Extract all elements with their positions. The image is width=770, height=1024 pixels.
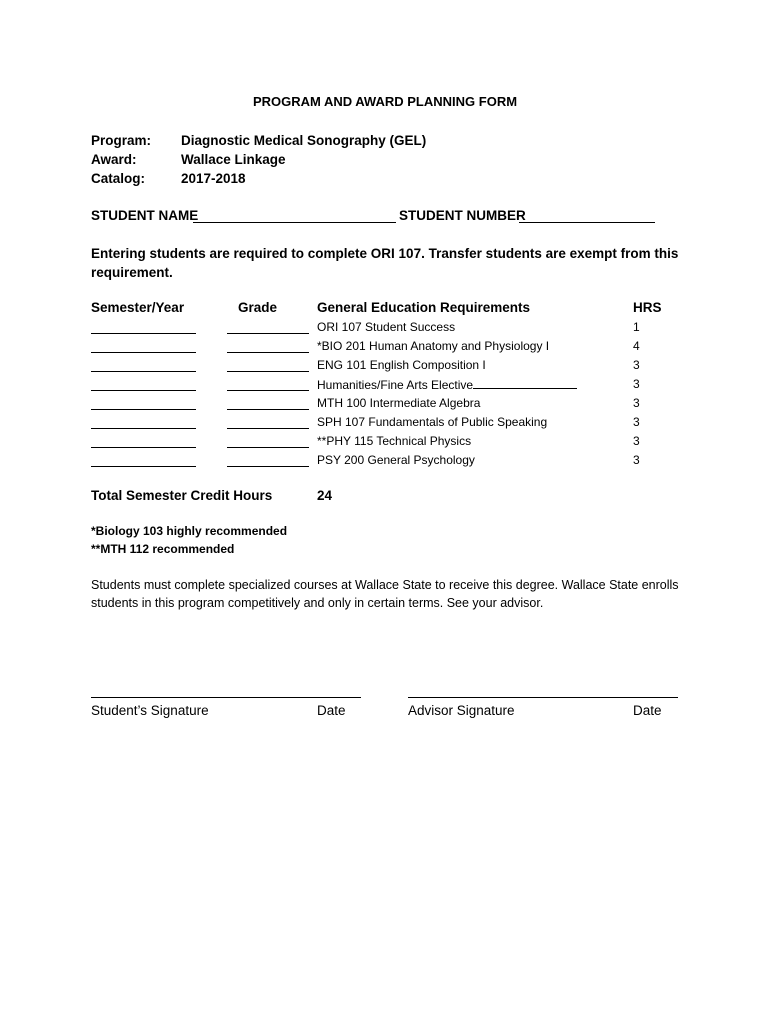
catalog-label: Catalog:	[91, 171, 145, 186]
credit-hours: 3	[633, 434, 640, 448]
award-value: Wallace Linkage	[181, 152, 286, 167]
student-name-label: STUDENT NAME	[91, 208, 199, 223]
student-name-field[interactable]	[193, 222, 396, 223]
grade-field[interactable]	[227, 428, 309, 429]
course-label: PSY 200 General Psychology	[317, 453, 475, 467]
student-date-label: Date	[317, 703, 346, 718]
grade-header: Grade	[238, 300, 278, 315]
biology-note: *Biology 103 highly recommended	[91, 524, 288, 538]
requirement-notice: Entering students are required to complete ORI 107. Transfer students are exempt from this requirement.	[91, 246, 679, 280]
course-name	[317, 339, 549, 353]
semester-year-field[interactable]	[91, 352, 196, 353]
advisor-date-label: Date	[633, 703, 662, 718]
program-value: Diagnostic Medical Sonography (GEL)	[181, 133, 427, 148]
course-name	[317, 434, 471, 448]
advisor-paragraph: Students must complete specialized courses at Wallace State to receive this degree. Wallace State enrolls students in this program competitively and only in certain terms. See your advisor.	[91, 578, 679, 610]
student-signature-label: Student’s Signature	[91, 703, 209, 718]
semester-year-field[interactable]	[91, 447, 196, 448]
course-label: *BIO 201 Human Anatomy and Physiology I	[317, 339, 550, 353]
semester-year-field[interactable]	[91, 428, 196, 429]
total-credit-value: 24	[317, 488, 333, 503]
requirements-header: General Education Requirements	[317, 300, 531, 315]
course-name	[317, 453, 475, 467]
mth-note: **MTH 112 recommended	[91, 542, 235, 556]
course-name	[317, 396, 480, 410]
semester-year-field[interactable]	[91, 466, 196, 467]
course-label: SPH 107 Fundamentals of Public Speaking	[317, 415, 548, 429]
semester-year-field[interactable]	[91, 390, 196, 391]
grade-field[interactable]	[227, 409, 309, 410]
credit-hours: 3	[633, 453, 640, 467]
semester-year-field[interactable]	[91, 371, 196, 372]
table-row	[0, 434, 770, 453]
advisor-signature-label: Advisor Signature	[408, 703, 515, 718]
table-row	[0, 377, 770, 396]
course-name	[317, 377, 577, 392]
table-row	[0, 358, 770, 377]
form-title: PROGRAM AND AWARD PLANNING FORM	[252, 94, 518, 109]
table-row	[0, 415, 770, 434]
student-number-label: STUDENT NUMBER	[399, 208, 526, 223]
course-name	[317, 415, 547, 429]
table-row	[0, 396, 770, 415]
semester-year-header: Semester/Year	[91, 300, 185, 315]
table-row	[0, 453, 770, 472]
student-signature-field[interactable]	[91, 697, 361, 698]
semester-year-field[interactable]	[91, 409, 196, 410]
credit-hours: 1	[633, 320, 640, 334]
table-row	[0, 339, 770, 358]
elective-choice-field[interactable]	[473, 377, 577, 389]
semester-year-field[interactable]	[91, 333, 196, 334]
course-name	[317, 320, 455, 334]
advisor-signature-field[interactable]	[408, 697, 678, 698]
table-row	[0, 320, 770, 339]
course-label: Humanities/Fine Arts Elective	[317, 378, 474, 392]
grade-field[interactable]	[227, 447, 309, 448]
grade-field[interactable]	[227, 333, 309, 334]
credit-hours: 3	[633, 396, 640, 410]
grade-field[interactable]	[227, 352, 309, 353]
credit-hours: 3	[633, 415, 640, 429]
course-label: ENG 101 English Composition I	[317, 358, 486, 372]
grade-field[interactable]	[227, 371, 309, 372]
award-label: Award:	[91, 152, 137, 167]
course-name	[317, 358, 486, 372]
total-credit-label: Total Semester Credit Hours	[91, 488, 273, 503]
program-label: Program:	[91, 133, 152, 148]
course-label: MTH 100 Intermediate Algebra	[317, 396, 481, 410]
course-label: ORI 107 Student Success	[317, 320, 456, 334]
grade-field[interactable]	[227, 466, 309, 467]
catalog-value: 2017-2018	[181, 171, 246, 186]
student-number-field[interactable]	[519, 222, 655, 223]
course-label: **PHY 115 Technical Physics	[317, 434, 472, 448]
grade-field[interactable]	[227, 390, 309, 391]
credit-hours: 3	[633, 358, 640, 372]
credit-hours: 3	[633, 377, 640, 391]
hrs-header: HRS	[633, 300, 662, 315]
credit-hours: 4	[633, 339, 640, 353]
